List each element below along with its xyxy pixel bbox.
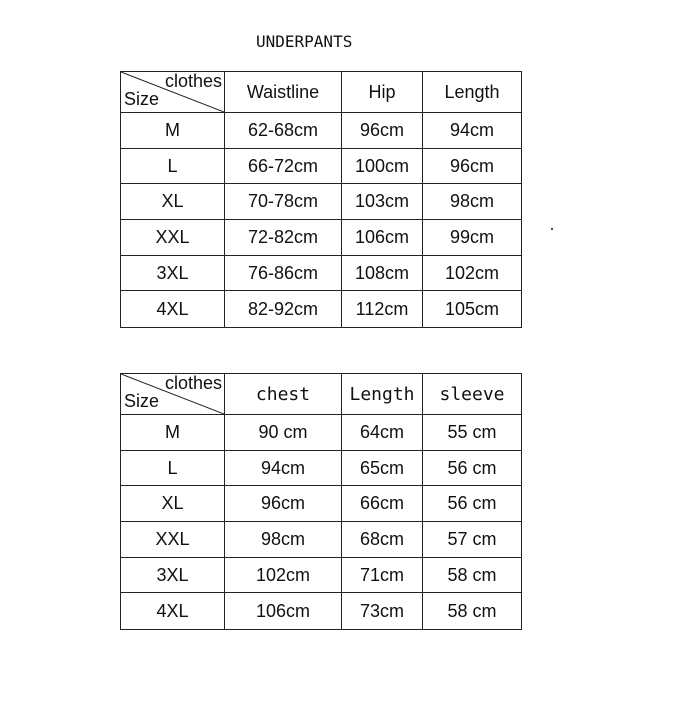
size-cell: XXL	[121, 522, 225, 558]
hip-cell: 108cm	[342, 256, 423, 291]
waist-cell: 82-92cm	[225, 291, 342, 328]
size-cell: M	[121, 415, 225, 451]
chest-cell: 102cm	[225, 558, 342, 593]
length-cell: 71cm	[342, 558, 423, 593]
header-length: Length	[342, 374, 423, 415]
table-row	[121, 113, 522, 149]
header-waistline: Waistline	[225, 72, 342, 113]
table-row	[121, 184, 522, 220]
size-cell: M	[121, 113, 225, 149]
corner-header-cell	[121, 72, 225, 113]
corner-label-size: Size	[124, 391, 160, 411]
size-cell: 3XL	[121, 558, 225, 593]
waist-cell: 66-72cm	[225, 149, 342, 184]
table-row	[121, 558, 522, 593]
waist-cell: 62-68cm	[225, 113, 342, 149]
corner-header-cell	[121, 374, 225, 415]
corner-label-clothes: clothes	[164, 71, 222, 91]
hip-cell: 96cm	[342, 113, 423, 149]
sleeve-cell: 58 cm	[423, 558, 522, 593]
sleeve-cell: 58 cm	[423, 593, 522, 630]
length-cell: 102cm	[423, 256, 522, 291]
size-cell: 4XL	[121, 593, 225, 630]
size-cell: L	[121, 149, 225, 184]
length-cell: 65cm	[342, 451, 423, 486]
sleeve-cell: 57 cm	[423, 522, 522, 558]
table-row	[121, 522, 522, 558]
stray-dot	[551, 228, 553, 230]
hip-cell: 106cm	[342, 220, 423, 256]
header-sleeve: sleeve	[423, 374, 522, 415]
table-row	[121, 593, 522, 630]
corner-label-clothes: clothes	[164, 373, 222, 393]
hip-cell: 100cm	[342, 149, 423, 184]
length-cell: 94cm	[423, 113, 522, 149]
table-row	[121, 486, 522, 522]
table-row	[121, 220, 522, 256]
table-row	[121, 451, 522, 486]
waist-cell: 76-86cm	[225, 256, 342, 291]
size-cell: XXL	[121, 220, 225, 256]
top-size-table	[120, 373, 522, 630]
corner-label-size: Size	[124, 89, 160, 109]
length-cell: 98cm	[423, 184, 522, 220]
length-cell: 68cm	[342, 522, 423, 558]
chest-cell: 96cm	[225, 486, 342, 522]
size-cell: XL	[121, 486, 225, 522]
sleeve-cell: 56 cm	[423, 486, 522, 522]
header-chest: chest	[225, 374, 342, 415]
size-cell: 4XL	[121, 291, 225, 328]
table-header-row	[121, 374, 522, 415]
length-cell: 99cm	[423, 220, 522, 256]
length-cell: 73cm	[342, 593, 423, 630]
chest-cell: 90 cm	[225, 415, 342, 451]
waist-cell: 72-82cm	[225, 220, 342, 256]
size-cell: L	[121, 451, 225, 486]
chest-cell: 106cm	[225, 593, 342, 630]
sleeve-cell: 55 cm	[423, 415, 522, 451]
page-title: UNDERPANTS	[256, 32, 353, 51]
length-cell: 96cm	[423, 149, 522, 184]
length-cell: 105cm	[423, 291, 522, 328]
waist-cell: 70-78cm	[225, 184, 342, 220]
table-row	[121, 256, 522, 291]
size-cell: XL	[121, 184, 225, 220]
chest-cell: 98cm	[225, 522, 342, 558]
length-cell: 64cm	[342, 415, 423, 451]
table-row	[121, 415, 522, 451]
hip-cell: 103cm	[342, 184, 423, 220]
table-row	[121, 149, 522, 184]
underpants-size-table	[120, 71, 522, 328]
table-row	[121, 291, 522, 328]
table-header-row	[121, 72, 522, 113]
chest-cell: 94cm	[225, 451, 342, 486]
sleeve-cell: 56 cm	[423, 451, 522, 486]
hip-cell: 112cm	[342, 291, 423, 328]
header-hip: Hip	[342, 72, 423, 113]
size-cell: 3XL	[121, 256, 225, 291]
length-cell: 66cm	[342, 486, 423, 522]
header-length: Length	[423, 72, 522, 113]
